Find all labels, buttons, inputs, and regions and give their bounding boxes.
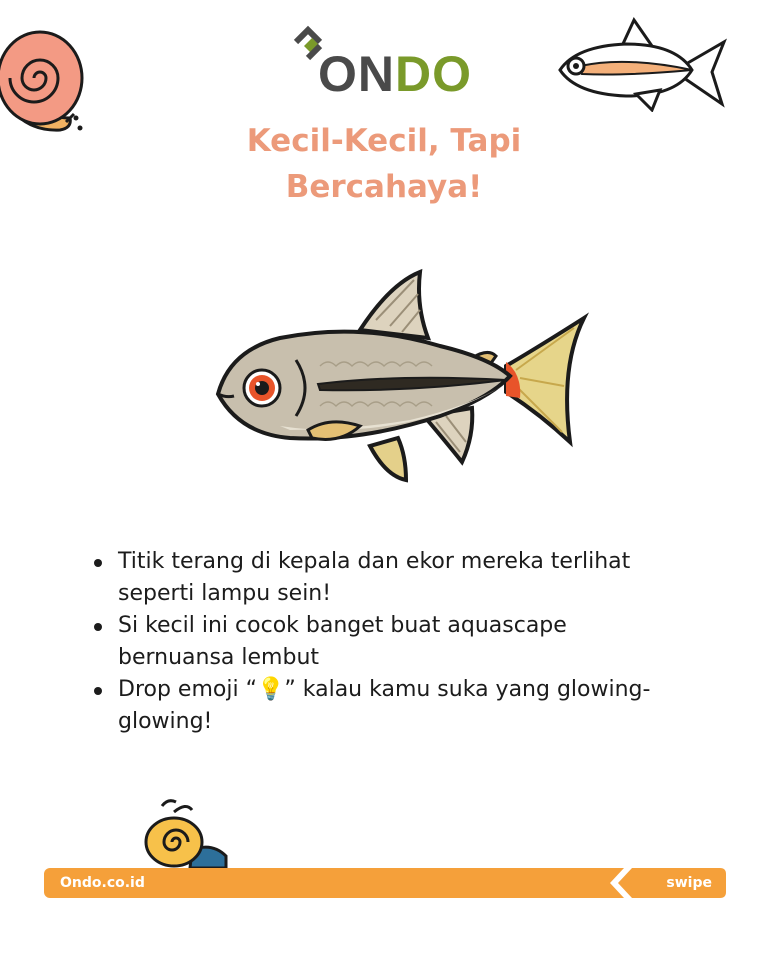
list-item: Drop emoji “💡” kalau kamu suka yang glowing-glowing!	[94, 674, 684, 738]
page-title	[0, 118, 768, 210]
footer-website-link[interactable]: Ondo.co.id	[60, 875, 145, 891]
swipe-label: swipe	[666, 875, 712, 891]
swipe-button[interactable]	[610, 866, 726, 900]
list-item: Titik terang di kepala dan ekor mereka terlihat seperti lampu sein!	[94, 546, 684, 610]
neon-tetra-icon	[556, 16, 728, 112]
title-line-2: Bercahaya!	[285, 169, 483, 205]
logo-text-on: ON	[318, 46, 395, 102]
ondo-logo	[286, 22, 486, 102]
tetra-fish-illustration	[210, 266, 594, 488]
logo-text-do: DO	[395, 46, 472, 102]
small-snail-icon	[142, 798, 232, 870]
list-item: Si kecil ini cocok banget buat aquascape bernuansa lembut	[94, 610, 684, 674]
bullet-list	[94, 546, 684, 738]
title-line-1: Kecil-Kecil, Tapi	[246, 123, 522, 159]
